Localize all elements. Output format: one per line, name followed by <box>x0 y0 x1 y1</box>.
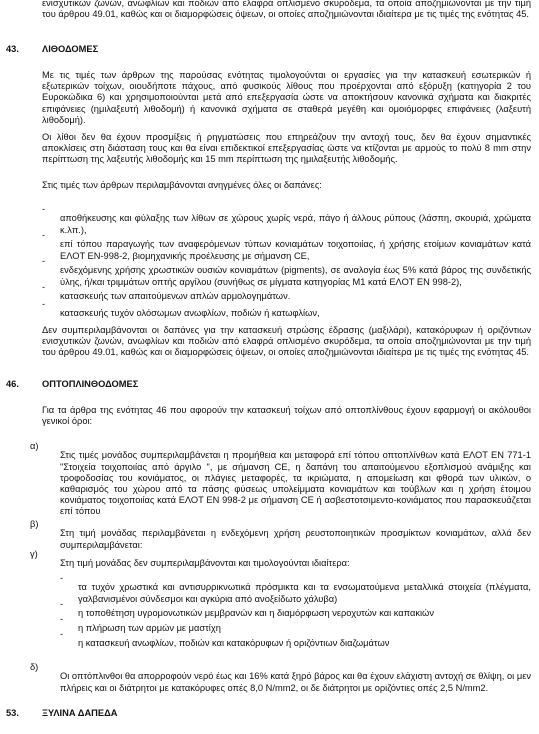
list-item: αποθήκευσης και φύλαξης των λίθων σε χώρους χωρίς νερά, πάγο ή άλλους ρύπους (λάσπη, σκουριά, χρώματα κ.λπ.), <box>60 213 531 235</box>
bullet-marker: - <box>42 230 46 240</box>
list-item: τα τυχόν χρωστικά και αντισυρρικνωτικά πρόσμικτα και τα ενσωματούμενα μεταλλικά στοιχεία (πλέγματα, γαλβανισμένοι σύνδεσμοι και αγκύρια από ανοξείδωτο χάλυβα) <box>78 582 531 604</box>
bullet-marker: - <box>42 299 46 309</box>
list-item: Στη τιμή μονάδας περιλαμβάνεται η ενδεχόμενη χρήση ρευστοποιητικών προσμίκτων κονιαμάτων, αλλά δεν συμπεριλαμβάνεται: <box>60 528 531 550</box>
list-item: κατασκευής των απαιτούμενων απλών αρμολογημάτων. <box>60 291 291 302</box>
section-title-43: ΛΙΘΟΔΟΜΕΣ <box>42 44 99 54</box>
list-item: κατασκευής τυχόν ολόσωμων ανωφλίων, ποδιών ή κατωφλίων, <box>60 308 320 319</box>
list-item: επί τόπου παραγωγής των αναφερόμενων τύπων κονιαμάτων τοιχοποιίας, ή χρήσης ετοίμων κονιαμάτων κατά ΕΛΟΤ ΕΝ-998-2, βιομηχανικής προέλευσης με σήμανση CE, <box>60 239 531 261</box>
bullet-marker: - <box>60 599 64 609</box>
list-item: Στις τιμές μονάδος συμπεριλαμβάνεται η προμήθεια και μεταφορά επί τόπου οπτοπλίνθων κατά ΕΛΟΤ ΕΝ 771-1 "Στοιχεία τοιχοποιίας από άργιλο ", με σήμανση CE, η δαπάνη του απαιτούμενου εξοπλισμού ανάμιξης και τροφοδοσίας του κονιάματος, οι πλάγιες μεταφορές, τα ικριώματα, η απομείωση και φθορά των υλικών, ο καθαρισμός του χώρου από τα πάσης φύσεως υπολείμματα κονιαμάτων και τούβλων και η χρήση έτοιμου κονιάματος τοιχοποιίας κατά ΕΛΟΤ ΕΝ 998-2 με σήμανση CE ή ασβεστοτσιμεντο-κονιάματος που παρασκευάζεται επί τόπου <box>60 450 531 517</box>
item-label: α) <box>30 441 39 451</box>
paragraph-s43-2: Οι λίθοι δεν θα έχουν προσμίξεις ή ρηγματώσεις που επηρεάζουν την αντοχή τους, δεν θα έχουν σημαντικές αποκλίσεις στη διάσταση τους και θα είναι επιδεκτικοί επεξεργασίας ώστε να κτίζονται με αρμούς το πολύ 8 mm στην περίπτωση της λαξευτής λιθοδομής και 15 mm περίπτωση της ημιλαξευτής λιθοδομής. <box>42 132 531 165</box>
item-label: δ) <box>30 662 39 672</box>
list-item: η κατασκευή ανωφλίων, ποδιών και κατακόρυφων ή οριζόντιων διαζωμάτων <box>78 638 390 649</box>
bullet-marker: - <box>42 204 46 214</box>
section-title-53: ΞΥΛΙΝΑ ΔΑΠΕΔΑ <box>42 708 118 718</box>
bullet-marker: - <box>42 282 46 292</box>
section-title-46: ΟΠΤΟΠΛΙΝΘΟΔΟΜΕΣ <box>42 379 139 389</box>
bullet-marker: - <box>42 256 46 266</box>
list-item: Στη τιμή μονάδας δεν συμπεριλαμβάνονται και τιμολογούνται ιδιαίτερα: <box>60 558 350 569</box>
section-number-53: 53. <box>6 708 19 718</box>
bullet-marker: - <box>60 614 64 624</box>
paragraph-s43-1: Με τις τιμές των άρθρων της παρούσας ενότητας τιμολογούνται οι εργασίες για την κατασκευή εσωτερικών ή εξωτερικών τοίχων, οιουδήποτε πάχους, από φυσικούς λίθους που προέρχονται από εξόρυξη (κατηγορία 2 του Ευροκώδικα 6) και χρησιμοποιούνται μετά από επεξεργασία ώστε να αποκτήσουν κανονικά σχήματα και διακριτές επιφάνειες (ημιλαξευτή λιθοδομή) ή κανονικά σχήματα σε σταθερά μεγέθη και ομοιόμορφες επιφάνειες (λαξευτή λιθοδομή). <box>42 70 531 125</box>
bullet-marker: - <box>60 573 64 583</box>
bullet-marker: - <box>60 629 64 639</box>
list-item: Οι οπτόπλινθοι θα απορροφούν νερό έως και 16% κατά ξηρό βάρος και θα έχουν ελάχιστη αντοχή σε θλίψη, οι μεν πλήρεις και οι διάτρητοι με κατακόρυφες οπές 8,0 N/mm2, οι δε διάτρητοι με οριζόντιες οπές 2,5 N/mm2. <box>60 671 531 693</box>
paragraph-s43-3: Στις τιμές των άρθρων περιλαμβάνονται ανηγμένες όλες οι δαπάνες: <box>42 180 322 190</box>
item-label: γ) <box>30 549 38 559</box>
section-number-43: 43. <box>6 44 19 54</box>
section-number-46: 46. <box>6 379 19 389</box>
list-item: η τοποθέτηση υγρομονωτικών μεμβρανών και η διαμόρφωση νεροχυτών και καπακιών <box>78 608 434 619</box>
list-item: η πλήρωση των αρμών με μαστίχη <box>78 623 221 634</box>
paragraph-s46-intro: Για τα άρθρα της ενότητας 46 που αφορούν την κατασκευή τοίχων από οπτοπλίνθους έχουν εφαρμογή οι ακόλουθοι γενικοί όροι: <box>42 405 531 427</box>
continuation-paragraph: ενισχυτικών ζωνών, ανωφλίων και ποδιών από ελαφρά οπλισμένο σκυρόδεμα, τα οποία αποζημιώνονται με την τιμή του άρθρου 49.01, καθώς και οι διαμορφώσεις όψεων, οι οποίες αποζημιώνονται ιδιαίτερα με τις τιμές της ενότητας 45. <box>42 0 531 20</box>
list-item: ενδεχόμενης χρήσης χρωστικών ουσιών κονιαμάτων (pigments), σε αναλογία έως 5% κατά βάρος της συνδετικής ύλης, ή/και τριμμάτων οπτής αργίλου (συνήθως σε μίγματα κατηγορίας Μ1 κατά ΕΛΟΤ ΕΝ 998-2), <box>60 265 531 287</box>
item-label: β) <box>30 519 39 529</box>
paragraph-s43-4: Δεν συμπεριλαμβάνονται οι δαπάνες για την κατασκευή στρώσης έδρασης (μαξιλάρι), κατακόρυφων ή οριζόντιων ενισχυτικών ζωνών, ανωφλίων και ποδιών από ελαφρά οπλισμένο σκυρόδεμα, τα οποία αποζημιώνονται με την τιμή του άρθρου 49.01, καθώς και οι διαμορφώσεις όψεων, οι οποίες αποζημιώνονται ιδιαίτερα με τις τιμές της ενότητας 45. <box>42 325 531 358</box>
